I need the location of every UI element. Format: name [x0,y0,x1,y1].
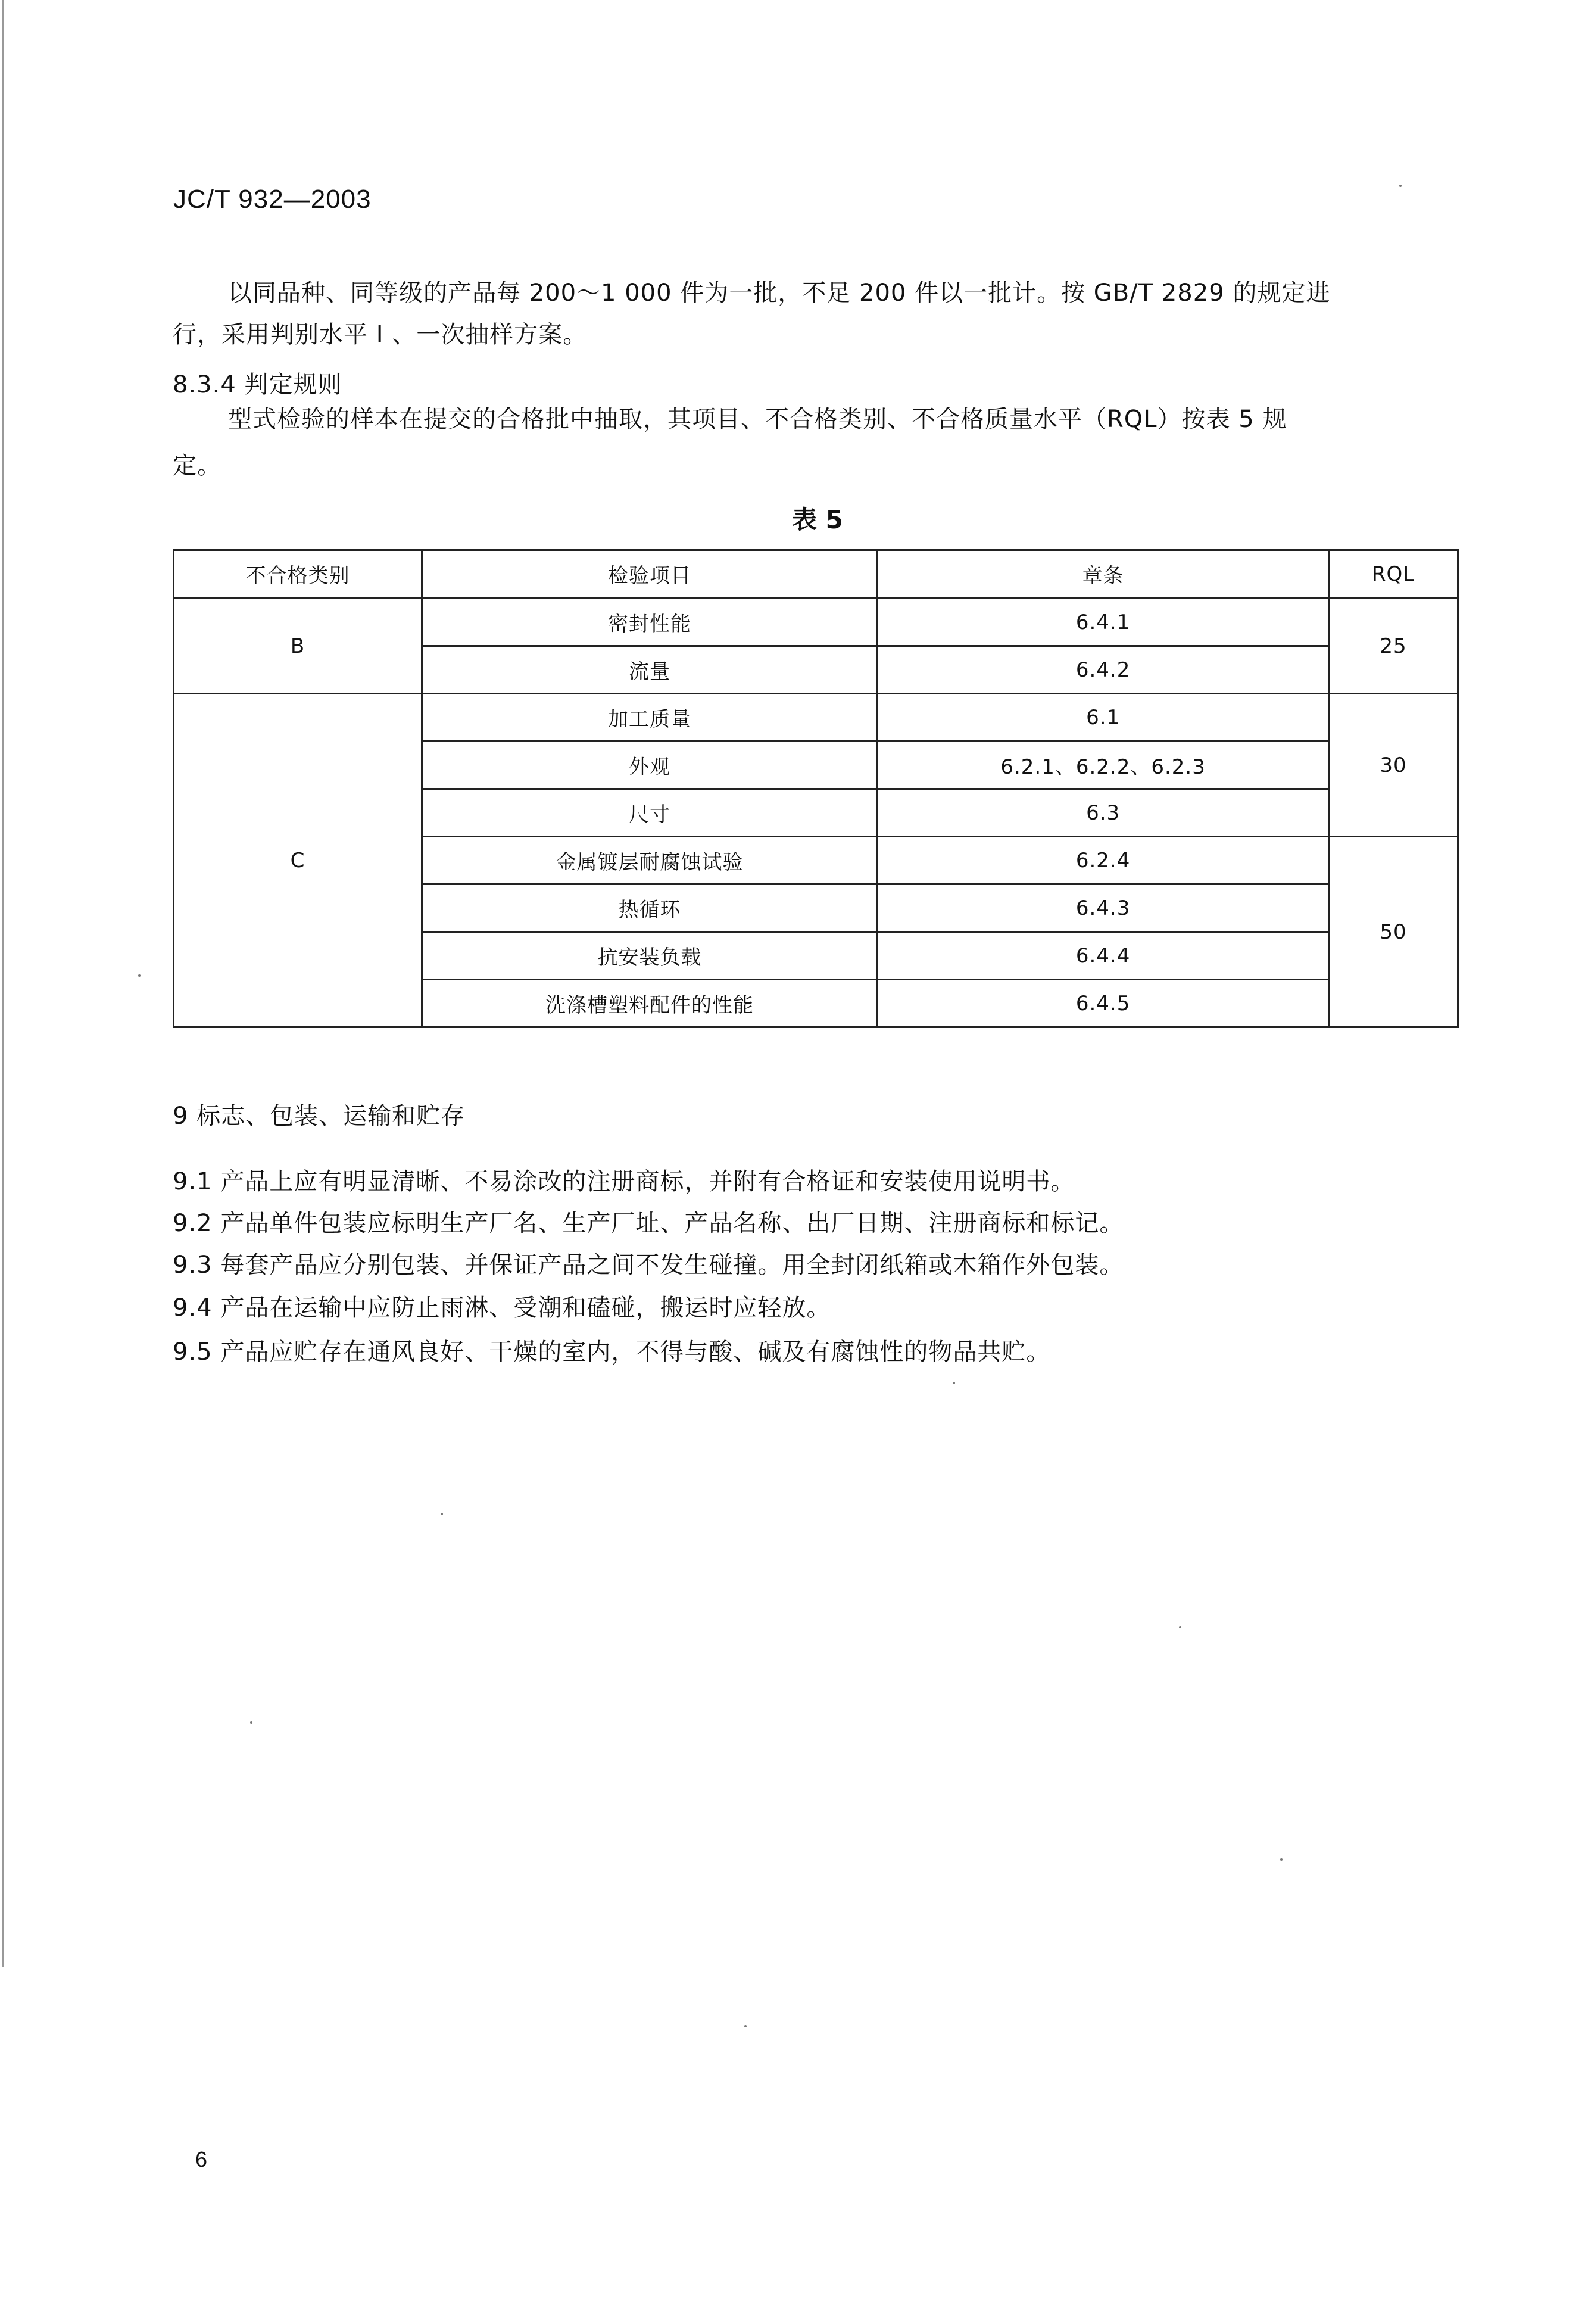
batch-paragraph-line1: 以同品种、同等级的产品每 200～1 000 件为一批，不足 200 件以一批计。按 GB/T 2829 的规定进 [228,279,1331,307]
rql-cell-c-50: 50 [1329,837,1458,1027]
table-row [174,694,1458,742]
item-cell: 热循环 [422,884,877,932]
type-inspection-paragraph-line1: 型式检验的样本在提交的合格批中抽取，其项目、不合格类别、不合格质量水平（RQL）按表 5 规 [228,406,1287,433]
item-cell: 流量 [422,646,877,694]
clause-cell: 6.2.1、6.2.2、6.2.3 [878,742,1329,789]
scan-speck [138,974,141,977]
scan-speck [744,2025,747,2027]
section-heading-8-3-4: 8.3.4 判定规则 [173,371,342,398]
section-9-1: 9.1 产品上应有明显清晰、不易涂改的注册商标，并附有合格证和安装使用说明书。 [173,1168,1075,1195]
header-item: 检验项目 [422,550,877,599]
clause-cell: 6.4.5 [878,980,1329,1027]
header-rql: RQL [1329,550,1458,599]
item-cell: 金属镀层耐腐蚀试验 [422,837,877,884]
clause-cell: 6.1 [878,694,1329,742]
scan-speck [1399,185,1402,187]
scan-speck [441,1513,443,1515]
standard-code: JC/T 932—2003 [173,185,372,214]
type-inspection-paragraph-line2: 定。 [173,452,221,479]
table-header-row [174,550,1458,599]
item-cell: 加工质量 [422,694,877,742]
category-cell-b: B [174,598,422,694]
item-cell: 密封性能 [422,598,877,646]
section-9-5: 9.5 产品应贮存在通风良好、干燥的室内，不得与酸、碱及有腐蚀性的物品共贮。 [173,1338,1051,1366]
section-9-4: 9.4 产品在运输中应防止雨淋、受潮和磕碰，搬运时应轻放。 [173,1294,831,1322]
header-clause: 章条 [878,550,1329,599]
batch-paragraph-line2: 行，采用判别水平 I 、一次抽样方案。 [173,321,588,348]
scan-speck [1179,1626,1181,1628]
page-number: 6 [195,2147,208,2172]
header-category: 不合格类别 [174,550,422,599]
category-cell-c: C [174,694,422,1027]
clause-cell: 6.3 [878,789,1329,837]
clause-cell: 6.4.3 [878,884,1329,932]
scan-speck [953,1382,955,1384]
item-cell: 抗安装负载 [422,932,877,980]
section-9-2: 9.2 产品单件包装应标明生产厂名、生产厂址、产品名称、出厂日期、注册商标和标记。 [173,1210,1124,1237]
clause-cell: 6.4.1 [878,598,1329,646]
clause-cell: 6.4.4 [878,932,1329,980]
item-cell: 外观 [422,742,877,789]
section-9-3: 9.3 每套产品应分别包装、并保证产品之间不发生碰撞。用全封闭纸箱或木箱作外包装。 [173,1251,1124,1279]
rql-cell-b: 25 [1329,598,1458,694]
item-cell: 尺寸 [422,789,877,837]
rql-cell-c-30: 30 [1329,694,1458,837]
section-heading-9: 9 标志、包装、运输和贮存 [173,1102,466,1130]
scan-speck [250,1721,252,1724]
table-row [174,598,1458,646]
scan-speck [1280,1858,1283,1861]
clause-cell: 6.2.4 [878,837,1329,884]
scan-edge-line [2,0,4,1967]
table-caption: 表 5 [792,505,843,534]
clause-cell: 6.4.2 [878,646,1329,694]
table-5 [173,549,1459,1028]
item-cell: 洗涤槽塑料配件的性能 [422,980,877,1027]
